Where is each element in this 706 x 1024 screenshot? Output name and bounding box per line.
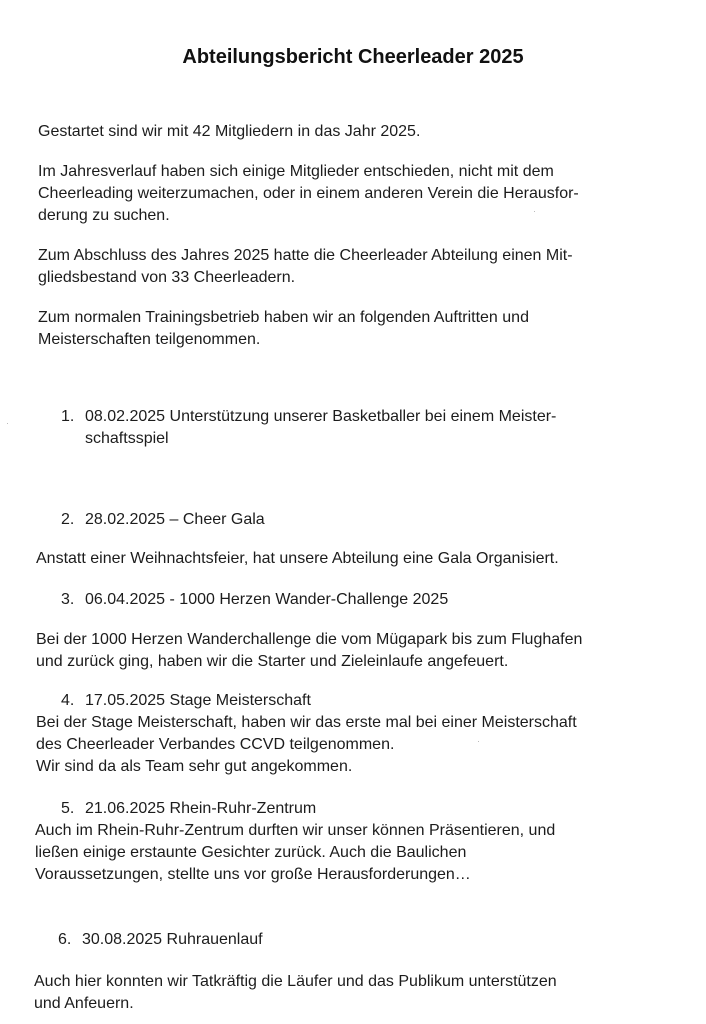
list-item-event-3 [61, 589, 681, 611]
page-title: Abteilungsbericht Cheerleader 2025 [182, 46, 524, 68]
list-item-event-1 [61, 406, 681, 450]
event-description-line2: und Anfeuern. [34, 995, 134, 1012]
paragraph-members-left-line2: Cheerleading weiterzumachen, oder in einem anderen Verein die Herausfor- [38, 185, 579, 202]
list-item-event-2 [61, 509, 681, 531]
event-description-line1: Bei der 1000 Herzen Wanderchallenge die vom Mügapark bis zum Flughafen [36, 631, 583, 648]
list-item-number: 2. [61, 511, 75, 528]
event-heading-line2: schaftsspiel [85, 430, 169, 447]
paragraph-year-end-line1: Zum Abschluss des Jahres 2025 hatte die Cheerleader Abteilung einen Mit- [38, 247, 573, 264]
event-description-line3: Wir sind da als Team sehr gut angekommen. [36, 758, 353, 775]
event-heading: 17.05.2025 Stage Meisterschaft [85, 692, 311, 709]
event-description-line2: und zurück ging, haben wir die Starter und Zieleinlaufe angefeuert. [36, 653, 509, 670]
event-description-line1: Bei der Stage Meisterschaft, haben wir das erste mal bei einer Meisterschaft [36, 714, 577, 731]
event-heading: 06.04.2025 - 1000 Herzen Wander-Challenge 2025 [85, 591, 449, 608]
event-heading-line1: 08.02.2025 Unterstützung unserer Basketballer bei einem Meister- [85, 408, 557, 425]
scan-speck [534, 211, 535, 212]
list-item-number: 1. [61, 408, 75, 425]
paragraph-start-members: Gestartet sind wir mit 42 Mitgliedern in das Jahr 2025. [38, 123, 421, 140]
scan-speck [7, 423, 8, 424]
paragraph-members-left-line3: derung zu suchen. [38, 207, 170, 224]
list-item-event-5 [61, 798, 681, 820]
event-description-line3: Voraussetzungen, stellte uns vor große Herausforderungen… [35, 866, 471, 883]
paragraph-members-left-line1: Im Jahresverlauf haben sich einige Mitglieder entschieden, nicht mit dem [38, 163, 554, 180]
paragraph-year-end-line2: gliedsbestand von 33 Cheerleadern. [38, 269, 296, 286]
event-description-line2: ließen einige erstaunte Gesichter zurück. Auch die Baulichen [35, 844, 467, 861]
event-description-line1: Auch im Rhein-Ruhr-Zentrum durften wir unser können Präsentieren, und [35, 822, 556, 839]
scan-speck [478, 741, 479, 742]
event-description-line1: Auch hier konnten wir Tatkräftig die Läufer und das Publikum unterstützen [34, 973, 557, 990]
event-description-line2: des Cheerleader Verbandes CCVD teilgenommen. [36, 736, 395, 753]
event-heading: 28.02.2025 – Cheer Gala [85, 511, 265, 528]
list-item-number: 3. [61, 591, 75, 608]
event-description: Anstatt einer Weihnachtsfeier, hat unsere Abteilung eine Gala Organisiert. [36, 550, 559, 567]
event-heading: 21.06.2025 Rhein-Ruhr-Zentrum [85, 800, 317, 817]
list-item-number: 5. [61, 800, 75, 817]
list-item-event-6 [58, 929, 678, 951]
list-item-number: 6. [58, 931, 72, 948]
list-item-number: 4. [61, 692, 75, 709]
list-item-event-4 [61, 690, 681, 712]
paragraph-training-line1: Zum normalen Trainingsbetrieb haben wir an folgenden Auftritten und [38, 309, 529, 326]
paragraph-training-line2: Meisterschaften teilgenommen. [38, 331, 261, 348]
event-heading: 30.08.2025 Ruhrauenlauf [82, 931, 263, 948]
